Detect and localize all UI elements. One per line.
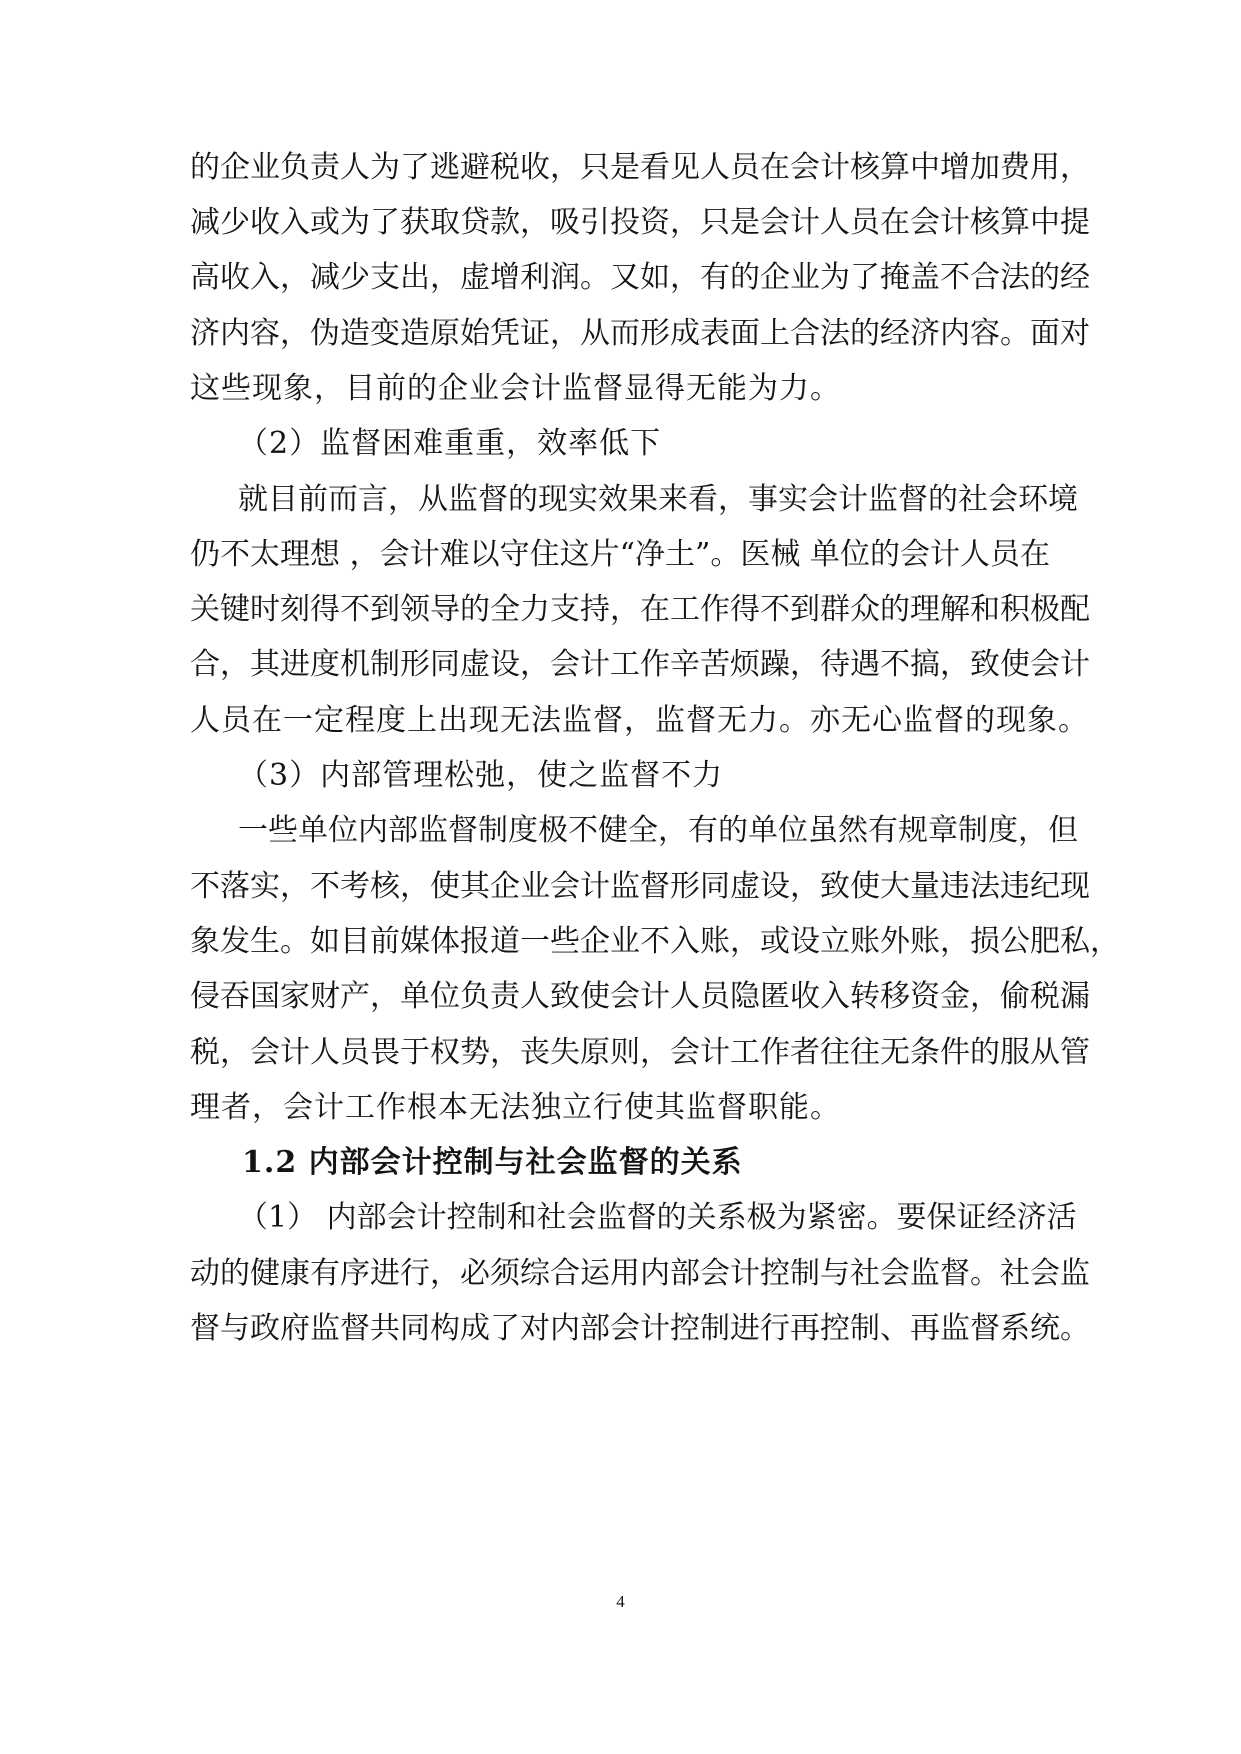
body-text-line: 不落实，不考核，使其企业会计监督形同虚设，致使大量违法违纪现 — [190, 869, 1090, 904]
page-number: 4 — [616, 1592, 625, 1611]
body-text-line: 象发生。如目前媒体报道一些企业不入账，或设立账外账，损公肥私， — [190, 924, 1120, 959]
body-text-line: 理者，会计工作根本无法独立行使其监督职能。 — [190, 1090, 841, 1125]
body-text-line: 的企业负责人为了逃避税收，只是看见人员在会计核算中增加费用， — [190, 150, 1090, 185]
body-text-line: 关键时刻得不到领导的全力支持，在工作得不到群众的理解和积极配 — [190, 592, 1090, 627]
body-text-line: 动的健康有序进行，必须综合运用内部会计控制与社会监督。社会监 — [190, 1256, 1090, 1291]
body-text-line: （1） 内部会计控制和社会监督的关系极为紧密。要保证经济活 — [238, 1200, 1077, 1235]
body-text-line: 税，会计人员畏于权势，丧失原则，会计工作者往往无条件的服从管 — [190, 1035, 1090, 1070]
body-text-line: 减少收入或为了获取贷款，吸引投资，只是会计人员在会计核算中提 — [190, 205, 1090, 240]
body-text-line: 济内容，伪造变造原始凭证，从而形成表面上合法的经济内容。面对 — [190, 316, 1090, 351]
body-text-line: 督与政府监督共同构成了对内部会计控制进行再控制、再监督系统。 — [190, 1311, 1090, 1346]
body-text-line: 人员在一定程度上出现无法监督，监督无力。亦无心监督的现象。 — [190, 703, 1089, 738]
body-text-line: 就目前而言，从监督的现实效果来看，事实会计监督的社会环境 — [238, 482, 1078, 517]
body-text-line: 仍不太理想 ，会计难以守住这片“净土”。医械 单位的会计人员在 — [190, 537, 1050, 572]
subheading-2: （2）监督困难重重，效率低下 — [238, 426, 662, 461]
body-text-line: 合，其进度机制形同虚设，会计工作辛苦烦躁，待遇不搞，致使会计 — [190, 647, 1090, 682]
body-text-line: 一些单位内部监督制度极不健全，有的单位虽然有规章制度，但 — [238, 813, 1078, 848]
section-heading-1-2: 1.2 内部会计控制与社会监督的关系 — [242, 1145, 743, 1180]
subheading-3: （3）内部管理松弛，使之监督不力 — [238, 758, 724, 793]
body-text-line: 侵吞国家财产，单位负责人致使会计人员隐匿收入转移资金，偷税漏 — [190, 979, 1090, 1014]
body-text-line: 这些现象，目前的企业会计监督显得无能为力。 — [190, 371, 841, 406]
body-text-line: 高收入，减少支出，虚增利润。又如，有的企业为了掩盖不合法的经 — [190, 260, 1090, 295]
